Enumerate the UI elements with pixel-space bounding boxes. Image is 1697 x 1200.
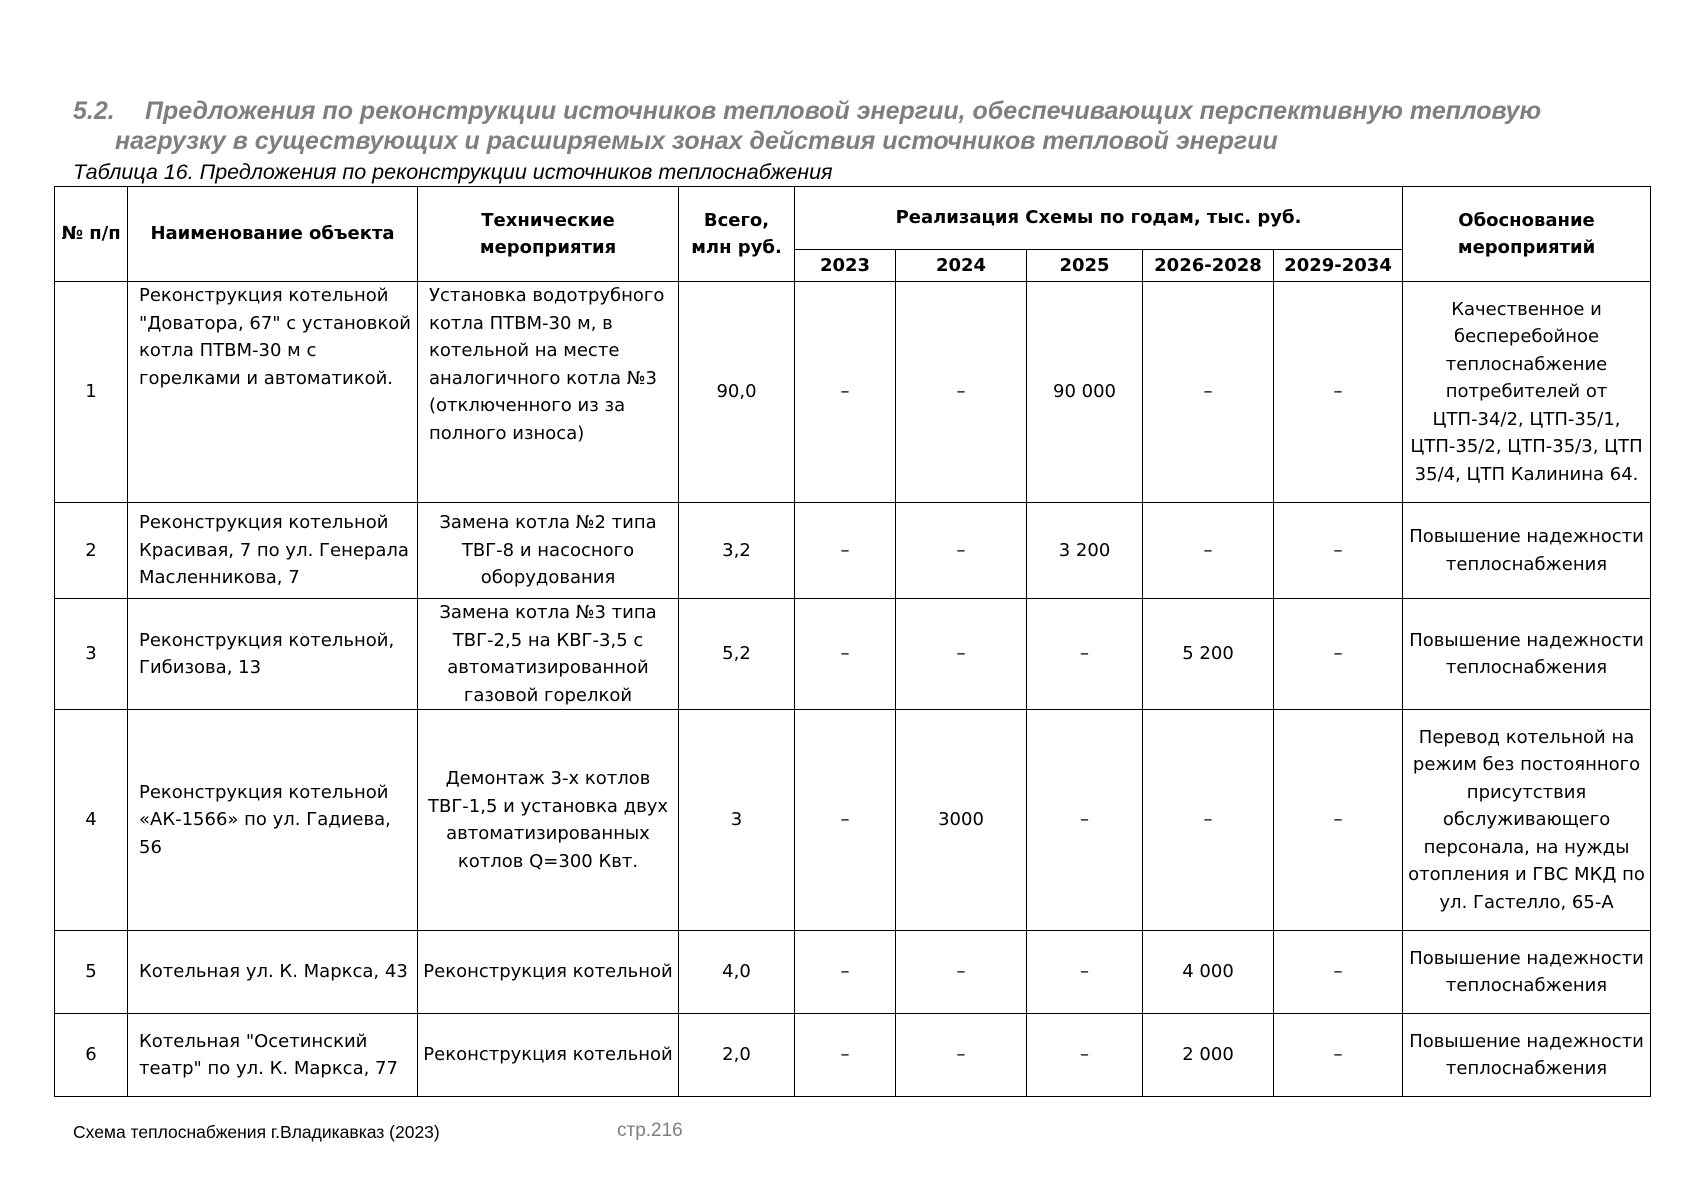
row-justification: Повышение надежности теплоснабжения — [1403, 599, 1651, 710]
row-year-value: – — [1274, 282, 1403, 503]
section-heading — [73, 96, 1663, 156]
table-caption: Таблица 16. Предложения по реконструкции источников теплоснабжения — [73, 160, 833, 184]
row-name: Котельная "Осетинский театр" по ул. К. Маркса, 77 — [128, 1014, 418, 1097]
row-measures: Демонтаж 3-х котлов ТВГ-1,5 и установка двух автоматизированных котлов Q=300 Квт. — [418, 710, 679, 931]
row-name: Реконструкция котельной «АК-1566» по ул. Гадиева, 56 — [128, 710, 418, 931]
header-row — [55, 187, 1651, 250]
header-year: 2023 — [795, 250, 896, 282]
row-total: 3 — [679, 710, 795, 931]
row-year-value: – — [1027, 599, 1143, 710]
row-total: 3,2 — [679, 503, 795, 599]
footer-page-number: стр.216 — [617, 1120, 683, 1141]
row-year-value: – — [1274, 931, 1403, 1014]
row-year-value: – — [1274, 503, 1403, 599]
row-year-value: – — [795, 710, 896, 931]
row-total: 2,0 — [679, 1014, 795, 1097]
header-measures: Технические мероприятия — [418, 187, 679, 282]
row-year-value: – — [896, 599, 1027, 710]
row-name: Реконструкция котельной, Гибизова, 13 — [128, 599, 418, 710]
row-num: 4 — [55, 710, 128, 931]
header-implementation: Реализация Схемы по годам, тыс. руб. — [795, 187, 1403, 250]
table-row — [55, 710, 1651, 931]
table-row — [55, 1014, 1651, 1097]
row-num: 2 — [55, 503, 128, 599]
row-year-value: – — [795, 931, 896, 1014]
row-name: Реконструкция котельной Красивая, 7 по ул. Генерала Масленникова, 7 — [128, 503, 418, 599]
row-total: 90,0 — [679, 282, 795, 503]
row-year-value: – — [1027, 931, 1143, 1014]
header-year: 2024 — [896, 250, 1027, 282]
header-year: 2025 — [1027, 250, 1143, 282]
header-total: Всего, млн руб. — [679, 187, 795, 282]
row-justification: Повышение надежности теплоснабжения — [1403, 931, 1651, 1014]
row-justification: Повышение надежности теплоснабжения — [1403, 503, 1651, 599]
row-justification: Качественное и бесперебойное теплоснабжение потребителей от ЦТП-34/2, ЦТП-35/1, ЦТП-35/2, ЦТП-35/3, ЦТП 35/4, ЦТП Калинина 64. — [1403, 282, 1651, 503]
row-year-value: 5 200 — [1143, 599, 1274, 710]
section-number: 5.2. — [73, 97, 115, 125]
header-num: № п/п — [55, 187, 128, 282]
header-year: 2026-2028 — [1143, 250, 1274, 282]
row-year-value: 2 000 — [1143, 1014, 1274, 1097]
reconstruction-table — [54, 186, 1651, 1097]
row-justification: Перевод котельной на режим без постоянного присутствия обслуживающего персонала, на нужды отопления и ГВС МКД по ул. Гастелло, 65-А — [1403, 710, 1651, 931]
table-row — [55, 599, 1651, 710]
row-total: 5,2 — [679, 599, 795, 710]
row-year-value: – — [1027, 1014, 1143, 1097]
row-measures: Реконструкция котельной — [418, 1014, 679, 1097]
row-year-value: – — [896, 503, 1027, 599]
row-year-value: – — [795, 1014, 896, 1097]
row-year-value: – — [795, 599, 896, 710]
row-name: Реконструкция котельной "Доватора, 67" с установкой котла ПТВМ-30 м с горелками и автоматикой. — [128, 282, 418, 503]
row-year-value: 3000 — [896, 710, 1027, 931]
table-row — [55, 282, 1651, 503]
footer-document-title: Схема теплоснабжения г.Владикавказ (2023) — [73, 1122, 440, 1142]
row-year-value: – — [1274, 1014, 1403, 1097]
row-year-value: – — [896, 1014, 1027, 1097]
header-name: Наименование объекта — [128, 187, 418, 282]
header-year: 2029-2034 — [1274, 250, 1403, 282]
row-year-value: – — [896, 282, 1027, 503]
row-year-value: – — [1143, 282, 1274, 503]
row-year-value: – — [1027, 710, 1143, 931]
row-name: Котельная ул. К. Маркса, 43 — [128, 931, 418, 1014]
row-year-value: 4 000 — [1143, 931, 1274, 1014]
row-year-value: – — [1143, 503, 1274, 599]
row-num: 5 — [55, 931, 128, 1014]
header-justification: Обоснование мероприятий — [1403, 187, 1651, 282]
row-year-value: – — [1274, 710, 1403, 931]
table-row — [55, 931, 1651, 1014]
row-year-value: – — [896, 931, 1027, 1014]
row-year-value: – — [1143, 710, 1274, 931]
section-title-line1: Предложения по реконструкции источников тепловой энергии, обеспечивающих перспективную тепловую — [145, 97, 1542, 125]
row-justification: Повышение надежности теплоснабжения — [1403, 1014, 1651, 1097]
row-measures: Замена котла №2 типа ТВГ-8 и насосного оборудования — [418, 503, 679, 599]
section-title-line2: нагрузку в существующих и расширяемых зонах действия источников тепловой энергии — [115, 127, 1278, 155]
row-measures: Реконструкция котельной — [418, 931, 679, 1014]
row-year-value: 3 200 — [1027, 503, 1143, 599]
row-year-value: – — [795, 503, 896, 599]
row-year-value: – — [795, 282, 896, 503]
table-row — [55, 503, 1651, 599]
row-year-value: – — [1274, 599, 1403, 710]
row-num: 6 — [55, 1014, 128, 1097]
row-measures: Установка водотрубного котла ПТВМ-30 м, в котельной на месте аналогичного котла №3 (отключенного из за полного износа) — [418, 282, 679, 503]
row-num: 1 — [55, 282, 128, 503]
row-year-value: 90 000 — [1027, 282, 1143, 503]
row-num: 3 — [55, 599, 128, 710]
row-total: 4,0 — [679, 931, 795, 1014]
row-measures: Замена котла №3 типа ТВГ-2,5 на КВГ-3,5 с автоматизированной газовой горелкой — [418, 599, 679, 710]
